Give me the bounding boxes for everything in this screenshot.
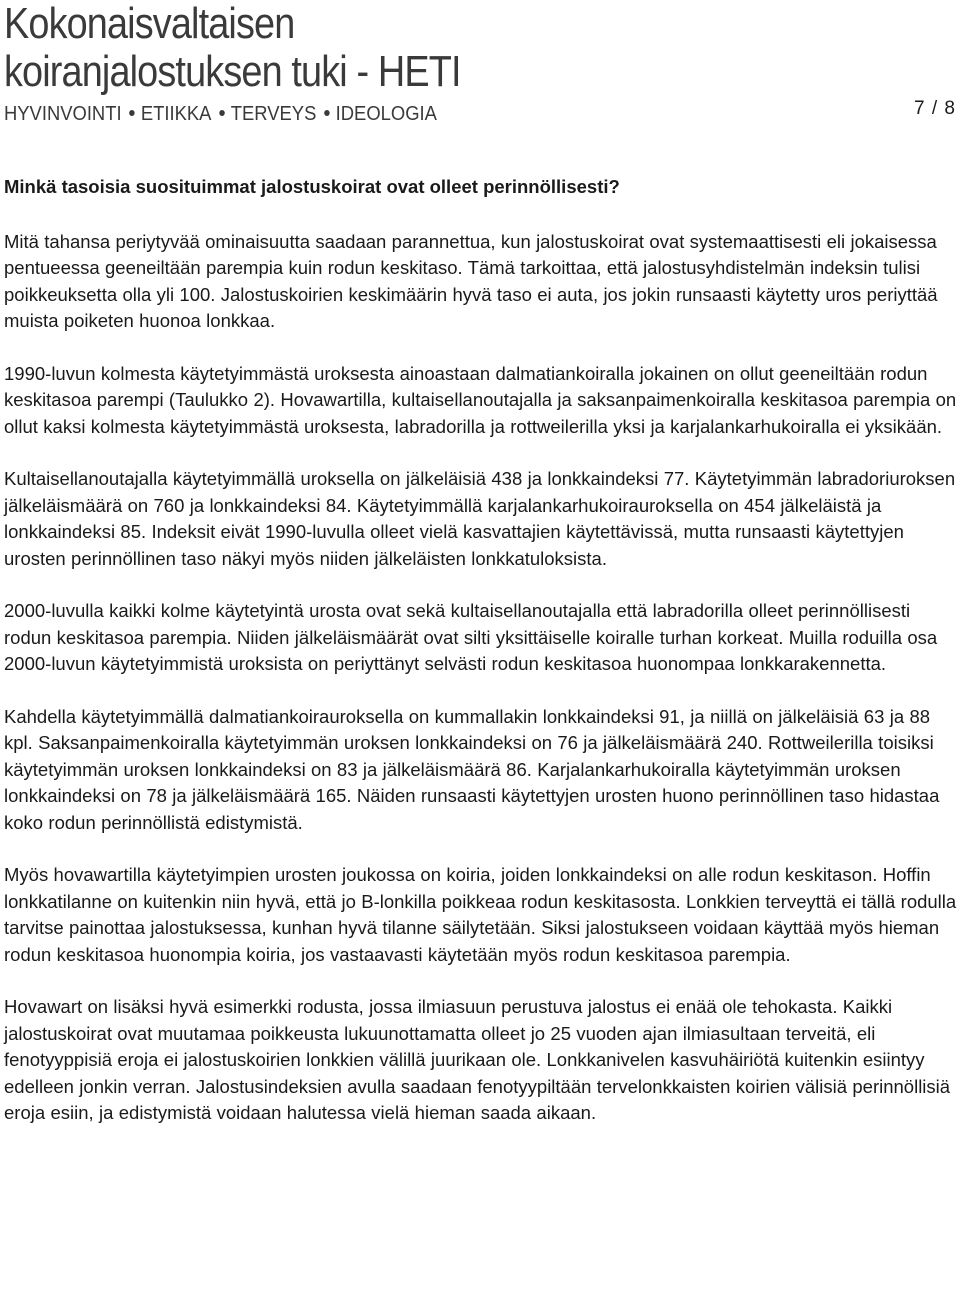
tagline-word: IDEOLOGIA bbox=[335, 103, 437, 125]
tagline-word: TERVEYS bbox=[230, 103, 317, 125]
article-paragraph: Myös hovawartilla käytetyimpien urosten joukossa on koiria, joiden lonkkaindeksi on alle rodun keskitason. Hoffin lonkkatilanne on kuitenkin niin hyvä, että jo B-lonkilla poikkeaa rodun keskitasosta. Lonkkien terveyttä ei tällä rodulla tarvitse painottaa jalostuksessa, kunhan hyvä tilanne säilytetään. Siksi jalostukseen voidaan käyttää myös hieman rodun keskitasoa huonompia koiria, jos vastaavasti käytetään myös rodun keskitasoa parempia. bbox=[4, 864, 957, 965]
article-paragraph: Hovawart on lisäksi hyvä esimerkki rodusta, jossa ilmiasuun perustuva jalostus ei enää ole tehokasta. Kaikki jalostuskoirat ovat muutamaa poikkeusta lukuunottamatta olleet jo 25 vuoden ajan ilmiasultaan terveitä, eli fenotyyppisiä eroja ei jalostuskoirien lonkkien välillä juurikaan ole. Lonkkanivelen kasvuhäiriötä kuitenkin esiintyy edelleen jonkin verran. Jalostusindeksien avulla saadaan fenotyypiltään tervelonkkaisten koirien välisiä perinnöllisiä eroja esiin, ja edistymistä voidaan halutessa vielä hieman saada aikaan. bbox=[4, 996, 951, 1123]
article-paragraph: Mitä tahansa periytyvää ominaisuutta saadaan parannettua, kun jalostuskoirat ovat systemaattisesti eli jokaisessa pentueessa geeneiltään parempia kuin rodun keskitaso. Tämä tarkoittaa, että jalostusyhdistelmän indeksin tulisi poikkeuksetta olla yli 100. Jalostuskoirien keskimäärin hyvä taso ei auta, jos jokin runsaasti käytetty uros periyttää muista poiketen huonoa lonkkaa. bbox=[4, 230, 938, 331]
bullet-dot-icon bbox=[324, 110, 330, 116]
article-paragraph: Kultaisellanoutajalla käytetyimmällä uroksella on jälkeläisiä 438 ja lonkkaindeksi 77. Käytetyimmän labradoriuroksen jälkeläismäärä on 760 ja lonkkaindeksi 84. Käytetyimmällä karjalankarhukoirauroksella on 454 jälkeläistä ja lonkkaindeksi 85. Indeksit eivät 1990-luvulla olleet vielä kasvattajien käytettävissä, mutta runsaasti käytettyjen urosten perinnöllinen taso näkyi myös niiden jälkeläisten lonkkatuloksista. bbox=[4, 468, 956, 569]
page-number: 7 / 8 bbox=[914, 98, 956, 119]
article-paragraph: 1990-luvun kolmesta käytetyimmästä uroksesta ainoastaan dalmatiankoiralla jokainen on ollut geeneiltään rodun keskitasoa parempi (Taulukko 2). Hovawartilla, kultaisellanoutajalla ja saksanpaimenkoiralla keskitasoa parempia on ollut kaksi kolmesta käytetyimmästä uroksesta, labradorilla ja rottweilerilla yksi ja karjalankarhukoiralla ei yksikään. bbox=[4, 362, 957, 437]
article-paragraph: Kahdella käytetyimmällä dalmatiankoirauroksella on kummallakin lonkkaindeksi 91, ja niillä on jälkeläisiä 63 ja 88 kpl. Saksanpaimenkoiralla käytetyimmän uroksen lonkkaindeksi on 76 ja jälkeläismäärä 240. Rottweilerilla toisiksi käytetyimmän uroksen lonkkaindeksi on 83 ja jälkeläismäärä 86. Karjalankarhukoiralla käytetyimmän uroksen lonkkaindeksi on 78 ja jälkeläismäärä 165. Näiden runsaasti käytettyjen urosten huono perinnöllinen taso hidastaa koko rodun perinnöllistä edistymistä. bbox=[4, 705, 940, 833]
heti-logo bbox=[4, 0, 504, 126]
bullet-dot-icon bbox=[219, 110, 225, 116]
article-body bbox=[4, 174, 958, 1153]
logo-tagline bbox=[4, 102, 464, 126]
article-heading: Minkä tasoisia suosituimmat jalostuskoirat ovat olleet perinnöllisesti? bbox=[4, 176, 620, 197]
tagline-word: ETIIKKA bbox=[140, 103, 212, 125]
logo-title-line1: Kokonaisvaltaisen bbox=[4, 0, 295, 48]
tagline-word: HYVINVOINTI bbox=[4, 103, 122, 125]
article-paragraph: 2000-luvulla kaikki kolme käytetyintä urosta ovat sekä kultaisellanoutajalla että labradorilla olleet perinnöllisesti rodun keskitasoa parempia. Niiden jälkeläismäärät ovat silti yksittäiselle koiralle turhan korkeat. Muilla roduilla osa 2000-luvun käytetyimmistä uroksista on periyttänyt selvästi rodun keskitasoa huonompaa lonkkarakennetta. bbox=[4, 600, 938, 674]
bullet-dot-icon bbox=[129, 110, 135, 116]
page-header bbox=[0, 0, 960, 140]
logo-title-line2: koiranjalostuksen tuki - HETI bbox=[4, 47, 461, 96]
